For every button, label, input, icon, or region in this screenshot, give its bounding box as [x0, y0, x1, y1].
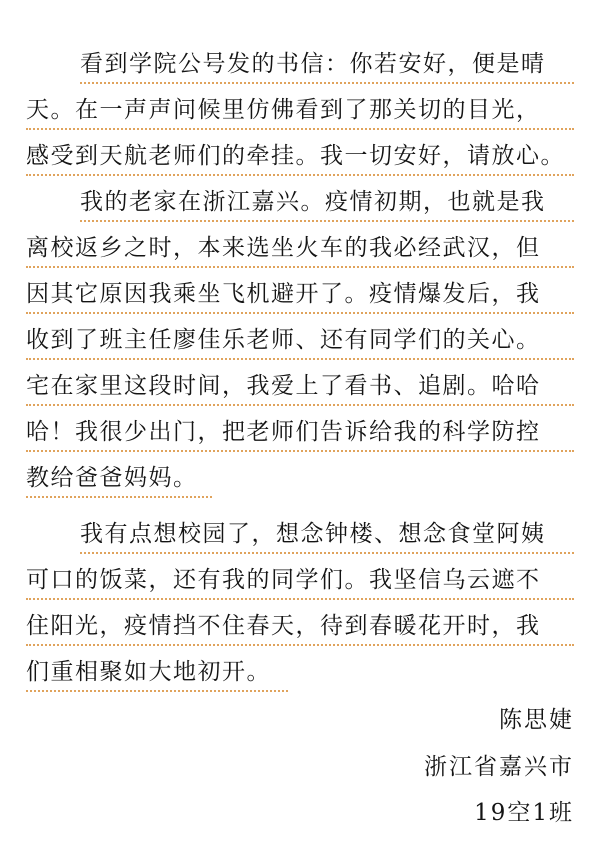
dotted-rule — [26, 690, 288, 692]
letter-line-text: 哈！我很少出门，把老师们告诉给我的科学防控 — [26, 419, 541, 445]
letter-line-text: 我有点想校园了，想念钟楼、想念食堂阿姨 — [80, 521, 546, 547]
dotted-rule — [80, 552, 574, 554]
letter-line — [26, 602, 574, 646]
letter-line — [26, 132, 574, 176]
letter-line-text: 们重相聚如大地初开。 — [26, 659, 271, 685]
letter-line-text: 因其它原因我乘坐飞机避开了。疫情爆发后，我 — [26, 281, 541, 307]
letter-line-text: 看到学院公号发的书信：你若安好，便是晴 — [80, 51, 546, 77]
letter-line — [26, 648, 288, 692]
letter-line — [26, 316, 574, 360]
letter-line-text: 可口的饭菜，还有我的同学们。我坚信乌云遮不 — [26, 567, 541, 593]
dotted-rule — [26, 644, 574, 646]
dotted-rule — [80, 82, 574, 84]
letter-line-text: 感受到天航老师们的牵挂。我一切安好，请放心。 — [26, 143, 565, 169]
letter-line — [26, 270, 574, 314]
dotted-rule — [26, 598, 574, 600]
dotted-rule — [26, 174, 574, 176]
letter-line-text: 教给爸爸妈妈。 — [26, 465, 198, 491]
dotted-rule — [80, 220, 574, 222]
letter-line-text: 天。在一声声问候里仿佛看到了那关切的目光， — [26, 97, 541, 123]
letter-line — [26, 86, 574, 130]
signature-class: 19空1班 — [474, 800, 574, 826]
letter-line-text: 我的老家在浙江嘉兴。疫情初期，也就是我 — [80, 189, 546, 215]
signature-place: 浙江省嘉兴市 — [424, 754, 574, 780]
letter-line — [80, 510, 574, 554]
letter-line — [26, 224, 574, 268]
letter-line — [26, 362, 574, 406]
dotted-rule — [26, 496, 212, 498]
letter-line-text: 宅在家里这段时间，我爱上了看书、追剧。哈哈 — [26, 373, 541, 399]
dotted-rule — [26, 128, 574, 130]
dotted-rule — [26, 450, 574, 452]
letter-line — [26, 556, 574, 600]
letter-line — [80, 40, 574, 84]
dotted-rule — [26, 404, 574, 406]
signature-name: 陈思婕 — [499, 707, 574, 733]
letter-line-text: 收到了班主任廖佳乐老师、还有同学们的关心。 — [26, 327, 541, 353]
letter-line — [26, 454, 212, 498]
letter-line-text: 住阳光，疫情挡不住春天，待到春暖花开时，我 — [26, 613, 541, 639]
letter-line-text: 离校返乡之时，本来选坐火车的我必经武汉，但 — [26, 235, 541, 261]
dotted-rule — [26, 312, 574, 314]
letter-line — [80, 178, 574, 222]
dotted-rule — [26, 358, 574, 360]
letter-line — [26, 408, 574, 452]
dotted-rule — [26, 266, 574, 268]
